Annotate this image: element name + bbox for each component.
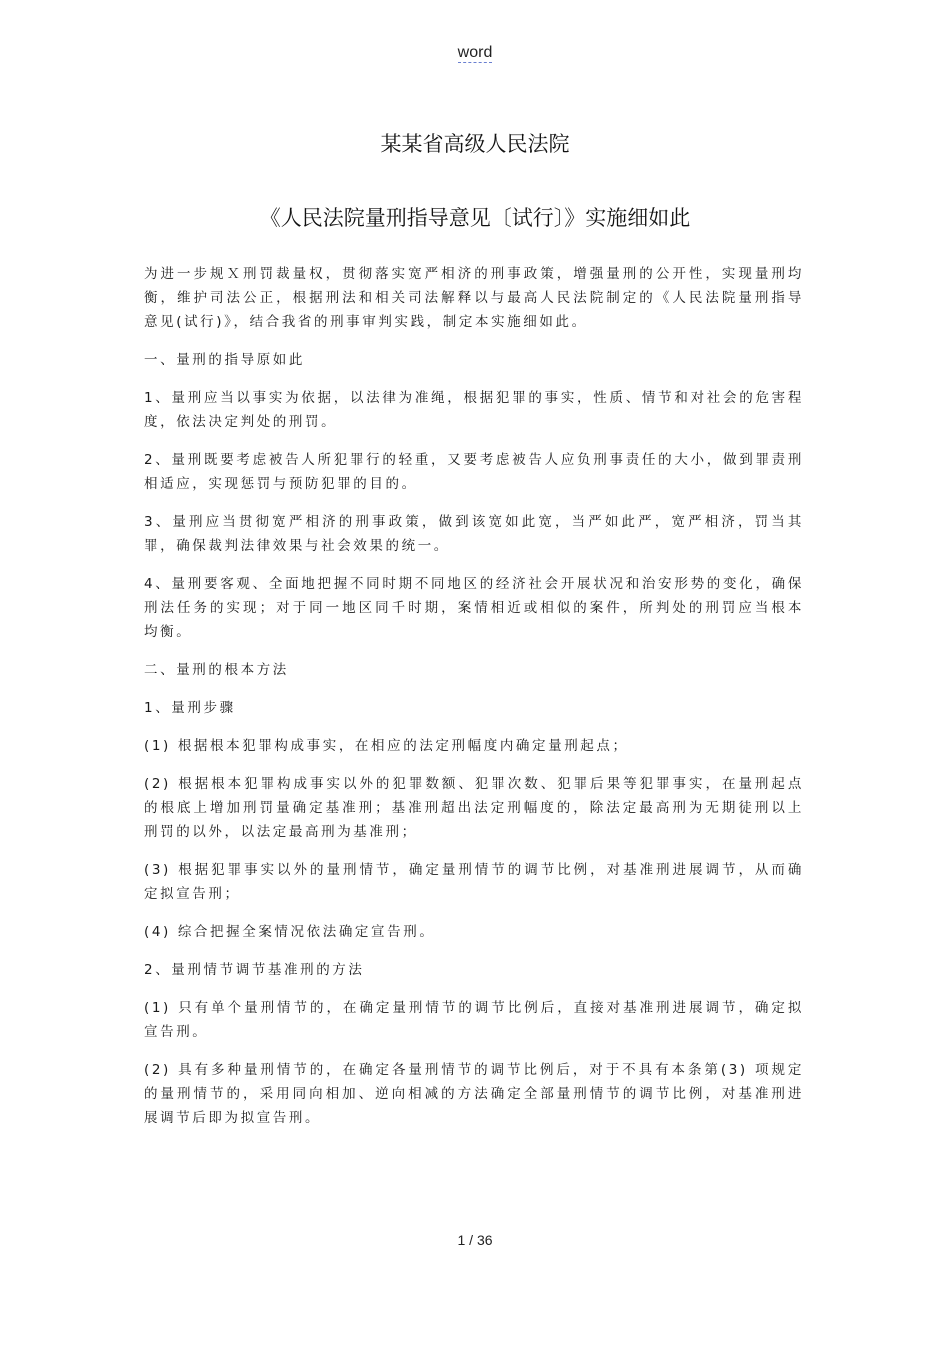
section-heading-1: 一、量刑的指导原如此: [144, 352, 305, 368]
paragraph: (4) 综合把握全案情况依法确定宣告刑。: [144, 924, 436, 940]
paragraph-intro: 为进一步规Ｘ刑罚裁量权，贯彻落实宽严相济的刑事政策，增强量刑的公开性，实现量刑均衡，维护司法公正，根据刑法和相关司法解释以与最高人民法院制定的《人民法院量刑指导意见(试行)》，结合我省的刑事审判实践，制定本实施细如此。: [144, 266, 804, 330]
header-text: word: [457, 44, 493, 61]
paragraph: (1) 根据根本犯罪构成事实，在相应的法定刑幅度内确定量刑起点；: [144, 738, 629, 754]
page-header: [0, 44, 950, 62]
paragraph: (2) 具有多种量刑情节的，在确定各量刑情节的调节比例后，对于不具有本条第(3) 项规定的量刑情节的，采用同向相加、逆向相减的方法确定全部量刑情节的调节比例，对基准刑进展调节后即为拟宣告刑。: [144, 1062, 804, 1126]
paragraph: 4、量刑要客观、全面地把握不同时期不同地区的经济社会开展状况和治安形势的变化，确保刑法任务的实现；对于同一地区同千时期，案情相近或相似的案件，所判处的刑罚应当根本均衡。: [144, 576, 804, 640]
paragraph: 2、量刑既要考虑被告人所犯罪行的轻重，又要考虑被告人应负刑事责任的大小，做到罪责刑相适应，实现惩罚与预防犯罪的目的。: [144, 452, 804, 492]
paragraph: (1) 只有单个量刑情节的，在确定量刑情节的调节比例后，直接对基准刑进展调节，确定拟宣告刑。: [144, 1000, 804, 1040]
page-number: 1 / 36: [457, 1232, 493, 1248]
document-subtitle: 《人民法院量刑指导意见〔试行〕》实施细如此: [259, 206, 691, 230]
subsection-heading: 2、量刑情节调节基准刑的方法: [144, 962, 365, 978]
document-body: [144, 262, 804, 1144]
paragraph: (2) 根据根本犯罪构成事实以外的犯罪数额、犯罪次数、犯罪后果等犯罪事实，在量刑起点的根底上增加刑罚量确定基准刑；基准刑超出法定刑幅度的，除法定最高刑为无期徒刑以上刑罚的以外，以法定最高刑为基准刑；: [144, 776, 804, 840]
paragraph: (3) 根据犯罪事实以外的量刑情节，确定量刑情节的调节比例，对基准刑进展调节，从而确定拟宣告刑；: [144, 862, 804, 902]
document-title: 某某省高级人民法院: [380, 132, 570, 156]
section-heading-2: 二、量刑的根本方法: [144, 662, 289, 678]
paragraph: 3、量刑应当贯彻宽严相济的刑事政策，做到该宽如此宽，当严如此严，宽严相济，罚当其罪，确保裁判法律效果与社会效果的统一。: [144, 514, 804, 554]
subsection-heading: 1、量刑步骤: [144, 700, 236, 716]
paragraph: 1、量刑应当以事实为依据，以法律为准绳，根据犯罪的事实，性质、情节和对社会的危害程度，依法决定判处的刑罚。: [144, 390, 804, 430]
